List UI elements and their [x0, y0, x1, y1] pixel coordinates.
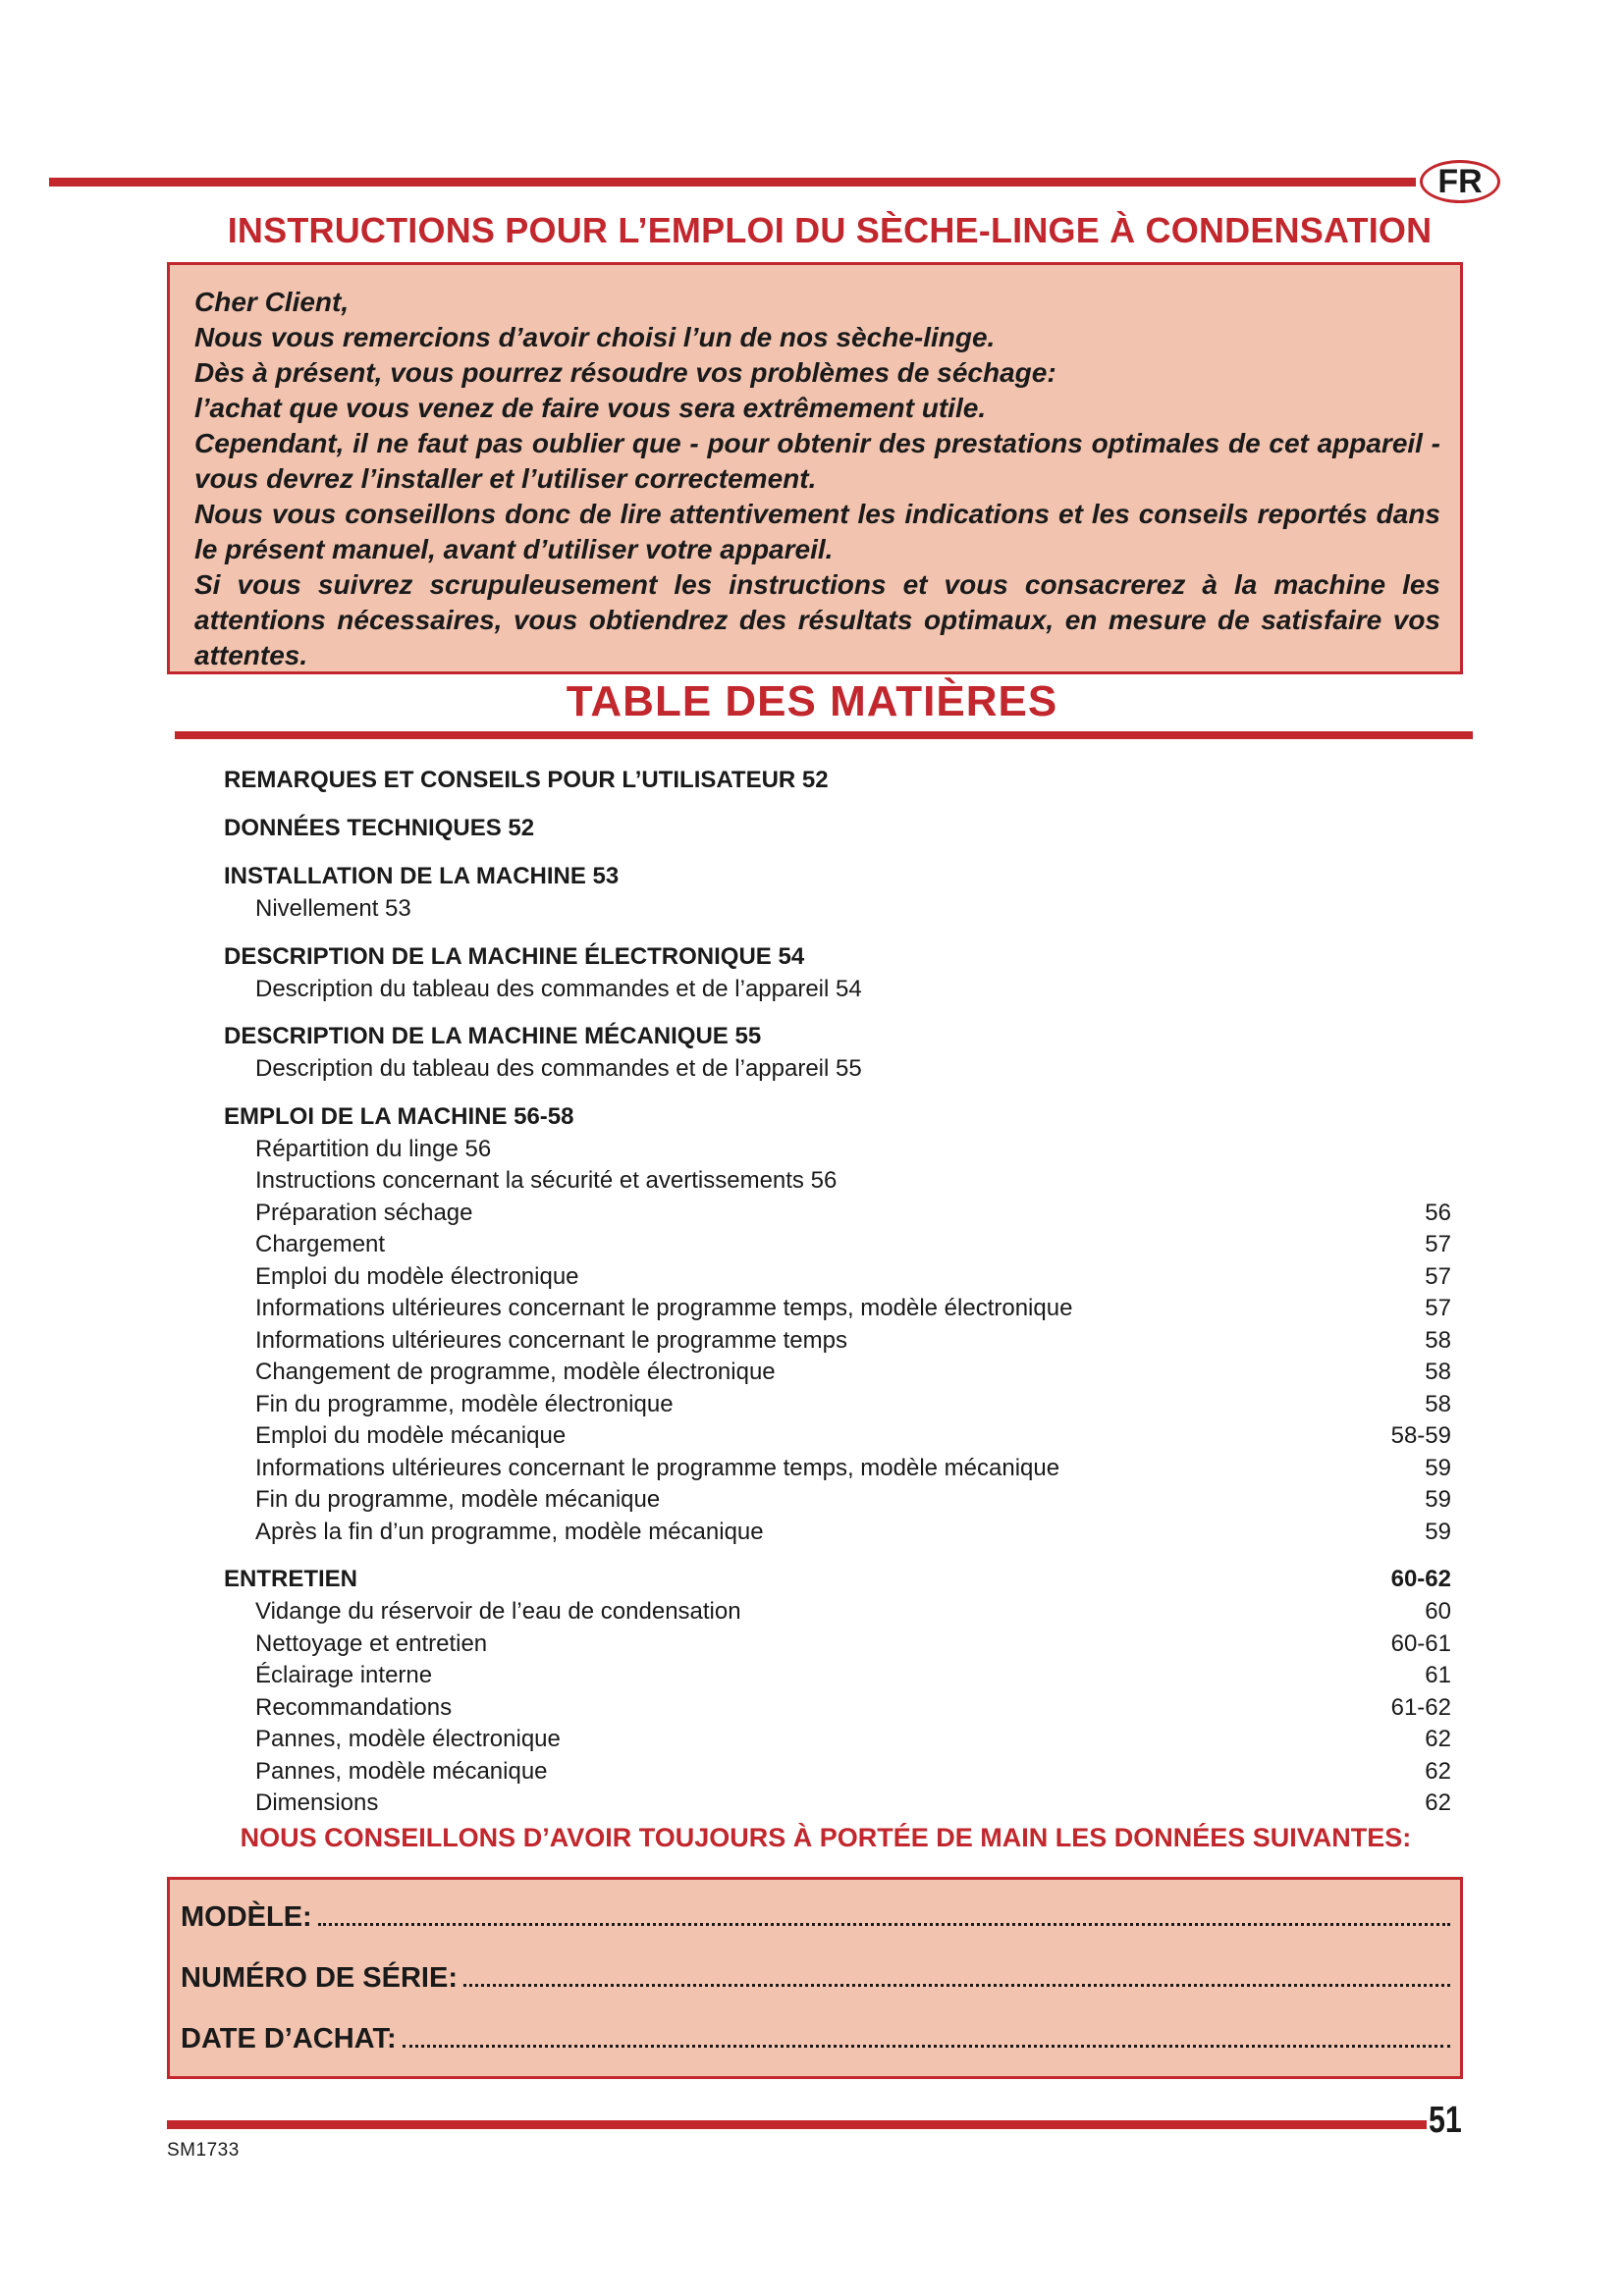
toc-entry-label: Changement de programme, modèle électronique	[255, 1359, 776, 1385]
toc-section	[224, 1020, 1451, 1086]
toc-entry	[224, 1420, 1451, 1453]
toc-section-heading	[224, 1563, 1451, 1596]
toc-entry-label: Dimensions	[255, 1789, 379, 1816]
date-blank-line	[403, 2021, 1450, 2048]
toc-rule	[175, 731, 1473, 739]
toc-entry	[224, 1629, 1451, 1661]
toc-section	[224, 1563, 1451, 1820]
toc-section-heading	[224, 812, 1451, 845]
toc-entry-label: Éclairage interne	[255, 1662, 433, 1688]
toc-entry-label: Informations ultérieures concernant le programme temps, modèle électronique	[255, 1295, 1073, 1321]
toc-entry	[224, 1229, 1451, 1261]
toc-entry-page: 58-59	[1390, 1422, 1451, 1449]
toc-entry	[224, 1788, 1451, 1820]
toc-entry	[224, 1756, 1451, 1789]
toc-entry-label: Instructions concernant la sécurité et avertissements 56	[255, 1167, 838, 1194]
toc-entry-page: 62	[1425, 1757, 1451, 1785]
toc-entry	[224, 1692, 1451, 1725]
toc-entry	[224, 1484, 1451, 1517]
toc-entry-page: 61	[1425, 1662, 1451, 1688]
date-field	[181, 2021, 1450, 2082]
toc-entry	[224, 1660, 1451, 1692]
toc-section-heading	[224, 940, 1451, 974]
model-label: MODÈLE:	[181, 1901, 312, 1933]
toc-entry	[224, 1261, 1451, 1294]
toc-section	[224, 1100, 1451, 1549]
toc-section-page: 60-62	[1390, 1566, 1451, 1592]
toc-entry-label: Description du tableau des commandes et de l’appareil 55	[255, 1055, 862, 1082]
toc-entry	[224, 1596, 1451, 1629]
toc-entry-label: Nettoyage et entretien	[255, 1629, 488, 1657]
toc-section-title: DESCRIPTION DE LA MACHINE MÉCANIQUE 55	[224, 1023, 762, 1049]
toc-section-title: REMARQUES ET CONSEILS POUR L’UTILISATEUR 52	[224, 767, 829, 793]
toc-section-title: EMPLOI DE LA MACHINE 56-58	[224, 1102, 574, 1130]
toc-entry-label: Fin du programme, modèle électronique	[255, 1390, 674, 1417]
toc-section-title: DONNÉES TECHNIQUES 52	[224, 815, 535, 841]
toc-entry	[224, 1165, 1451, 1198]
toc-section-title: DESCRIPTION DE LA MACHINE ÉLECTRONIQUE 54	[224, 942, 805, 970]
toc-entry-page: 57	[1425, 1262, 1451, 1290]
toc-section-title: INSTALLATION DE LA MACHINE 53	[224, 863, 620, 889]
toc-section	[224, 764, 1451, 797]
toc-title: TABLE DES MATIÈRES	[566, 677, 1058, 725]
toc-entry-label: Emploi du modèle électronique	[255, 1262, 579, 1290]
document-code: SM1733	[167, 2140, 240, 2161]
date-label: DATE D’ACHAT:	[181, 2023, 397, 2055]
toc-entry	[224, 1053, 1451, 1086]
toc-entry-label: Répartition du linge 56	[255, 1135, 492, 1162]
model-blank-line	[318, 1899, 1450, 1926]
toc-entry-label: Description du tableau des commandes et de l’appareil 54	[255, 975, 862, 1002]
header-rule	[49, 178, 1416, 187]
toc-entry-label: Pannes, modèle mécanique	[255, 1757, 548, 1785]
toc-entry-label: Recommandations	[255, 1693, 453, 1721]
toc-entry	[224, 893, 1451, 926]
toc-section-title: ENTRETIEN	[224, 1566, 358, 1592]
toc-entry-page: 56	[1425, 1199, 1451, 1226]
toc-entry	[224, 1357, 1451, 1389]
model-field	[181, 1899, 1450, 1960]
toc-entry	[224, 1517, 1451, 1549]
toc-entry-page: 57	[1425, 1231, 1451, 1257]
toc-entry	[224, 1453, 1451, 1485]
toc-entry-label: Emploi du modèle mécanique	[255, 1422, 567, 1449]
toc-entry-label: Pannes, modèle électronique	[255, 1726, 561, 1752]
record-form	[167, 1877, 1463, 2079]
toc-section-heading	[224, 860, 1451, 893]
toc-entry	[224, 1389, 1451, 1421]
toc-entry-page: 58	[1425, 1390, 1451, 1417]
serial-field	[181, 1960, 1450, 2021]
toc-entry-page: 59	[1425, 1486, 1451, 1513]
toc-entry-page: 57	[1425, 1295, 1451, 1321]
toc-entry-label: Après la fin d’un programme, modèle mécanique	[255, 1518, 764, 1545]
toc-entry	[224, 1724, 1451, 1756]
toc-entry	[224, 1134, 1451, 1166]
intro-box	[167, 262, 1463, 674]
toc-section	[224, 940, 1451, 1006]
toc-entry-page: 60-61	[1390, 1629, 1451, 1657]
toc-entry-page: 62	[1425, 1726, 1451, 1752]
page-title: INSTRUCTIONS POUR L’EMPLOI DU SÈCHE-LINGE À CONDENSATION	[227, 210, 1433, 250]
toc-entry-page: 58	[1425, 1326, 1451, 1354]
table-of-contents	[224, 764, 1451, 1835]
toc-entry	[224, 1325, 1451, 1358]
toc-entry	[224, 974, 1451, 1006]
toc-entry-page: 60	[1425, 1598, 1451, 1625]
toc-entry-label: Nivellement 53	[255, 895, 411, 922]
toc-section-heading	[224, 764, 1451, 797]
toc-entry-page: 59	[1425, 1454, 1451, 1481]
serial-label: NUMÉRO DE SÉRIE:	[181, 1962, 458, 1994]
toc-section	[224, 860, 1451, 926]
toc-section-heading	[224, 1020, 1451, 1053]
toc-entry-page: 62	[1425, 1789, 1451, 1816]
toc-entry-label: Vidange du réservoir de l’eau de condensation	[255, 1598, 741, 1625]
toc-entry-page: 58	[1425, 1359, 1451, 1385]
toc-entry-label: Informations ultérieures concernant le programme temps, modèle mécanique	[255, 1454, 1060, 1481]
advice-heading: NOUS CONSEILLONS D’AVOIR TOUJOURS À PORTÉE DE MAIN LES DONNÉES SUIVANTES:	[240, 1823, 1412, 1852]
language-badge: FR	[1420, 160, 1500, 203]
toc-entry-label: Informations ultérieures concernant le programme temps	[255, 1326, 847, 1354]
toc-entry-label: Fin du programme, modèle mécanique	[255, 1486, 661, 1513]
toc-entry-page: 59	[1425, 1518, 1451, 1545]
page-number: 51	[1429, 2100, 1462, 2141]
serial-blank-line	[463, 1960, 1450, 1987]
toc-section	[224, 812, 1451, 845]
toc-entry-label: Chargement	[255, 1231, 386, 1257]
toc-entry	[224, 1198, 1451, 1230]
toc-entry	[224, 1293, 1451, 1325]
intro-text: Cher Client, Nous vous remercions d’avoir choisi l’un de nos sèche-linge. Dès à présent, vous pourrez résoudre vos problèmes de séchage: l’achat que vous venez de faire vous sera extrêmement utile. Cependant, il ne faut pas oublier que - pour obtenir des prestations optimales de cet appareil - vous devrez l’installer et l’utiliser correctement. Nous vous conseillons donc de lire attentivement les indications et les conseils reportés dans le présent manuel, avant d’utiliser votre appareil. Si vous suivrez scrupuleusement les instructions et vous consacrerez à la machine les attentions nécessaires, vous obtiendrez des résultats optimaux, en mesure de satisfaire vos attentes.	[194, 287, 1440, 670]
toc-entry-label: Préparation séchage	[255, 1199, 473, 1226]
toc-section-heading	[224, 1100, 1451, 1134]
toc-entry-page: 61-62	[1390, 1693, 1451, 1721]
footer-rule	[167, 2120, 1427, 2129]
